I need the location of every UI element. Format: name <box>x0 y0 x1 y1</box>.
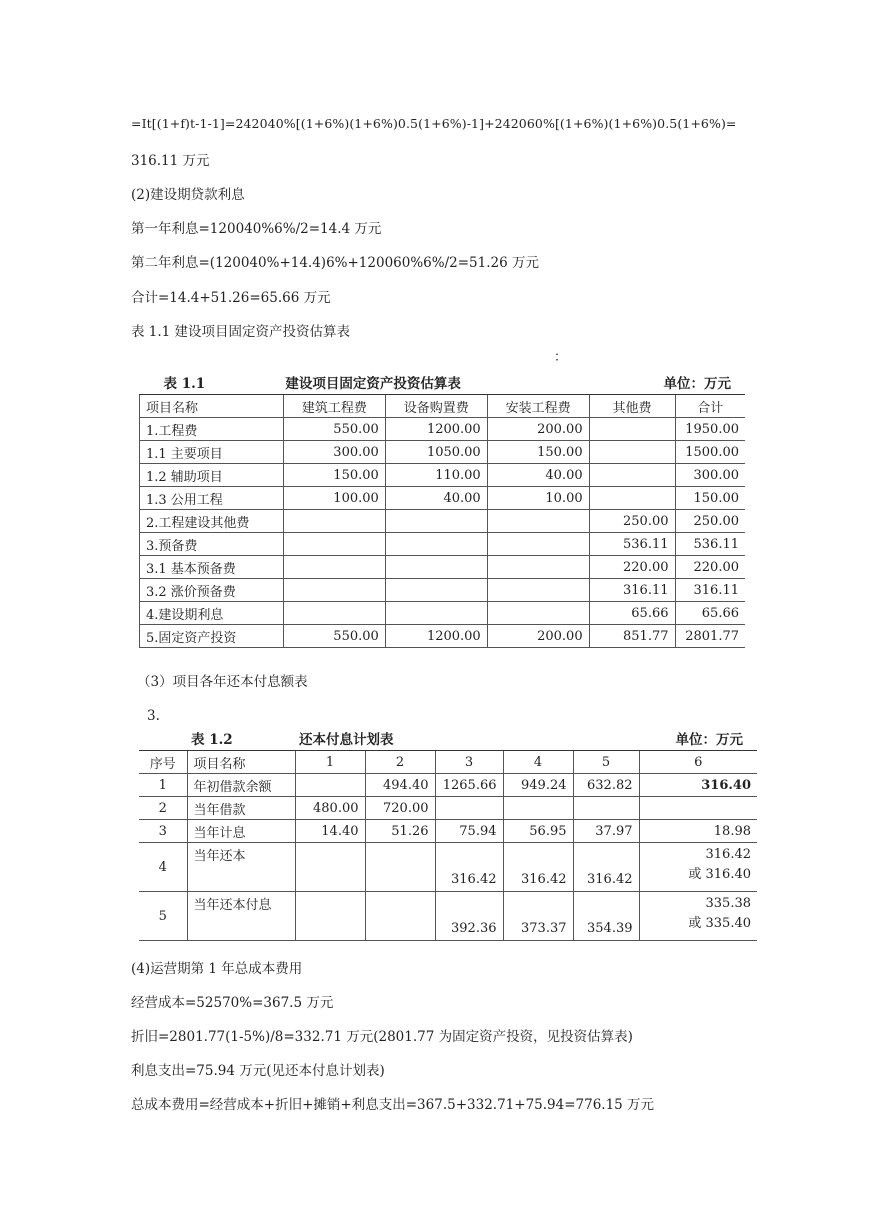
table-cell: 37.97 <box>573 820 639 843</box>
row-label: 当年还本 <box>187 843 295 892</box>
table-number: 表 1.1 <box>140 370 284 395</box>
table-cell <box>385 533 487 556</box>
table-cell <box>487 533 589 556</box>
row-label: 当年还本付息 <box>187 892 295 941</box>
table-cell: 316.11 <box>589 579 675 602</box>
table-cell: 100.00 <box>283 487 385 510</box>
table-cell: 720.00 <box>365 797 435 820</box>
table-cell: 300.00 <box>675 464 745 487</box>
table-cell <box>365 892 435 941</box>
table-cell: 1265.66 <box>435 774 503 797</box>
table-row <box>139 843 757 892</box>
table-cell: 1050.00 <box>385 441 487 464</box>
table-cell: 200.00 <box>487 625 589 648</box>
table-row <box>139 774 757 797</box>
column-header: 5 <box>573 751 639 774</box>
text-line: 合计=14.4+51.26=65.66 万元 <box>131 290 331 306</box>
table-cell <box>487 579 589 602</box>
table-cell <box>385 579 487 602</box>
table-row <box>140 602 746 625</box>
table-cell <box>589 464 675 487</box>
column-header: 2 <box>365 751 435 774</box>
table-cell: 316.11 <box>675 579 745 602</box>
table-cell <box>283 602 385 625</box>
investment-estimate-table <box>139 370 745 648</box>
row-number: 1 <box>139 774 187 797</box>
table-cell: 220.00 <box>589 556 675 579</box>
table-header-row <box>140 370 746 395</box>
table-cell: 250.00 <box>675 510 745 533</box>
table-cell: 14.40 <box>295 820 365 843</box>
table-cell <box>589 418 675 441</box>
row-label: 5.固定资产投资 <box>140 625 284 648</box>
table-header-row <box>139 726 757 751</box>
text-line: 316.11 万元 <box>131 153 210 169</box>
table-cell <box>385 556 487 579</box>
column-header: 3 <box>435 751 503 774</box>
table-cell: 150.00 <box>675 487 745 510</box>
table-cell <box>589 487 675 510</box>
formula-line: =It[(1+f)t-1-1]=242040%[(1+6%)(1+6%)0.5(1+6%)-1]+242060%[(1+6%)(1+6%)0.5(1+6%)= <box>131 116 737 131</box>
table-cell <box>385 510 487 533</box>
table-cell <box>295 774 365 797</box>
table-cell <box>487 556 589 579</box>
table-cell: 56.95 <box>503 820 573 843</box>
table-unit: 单位：万元 <box>573 726 757 751</box>
table-cell: 150.00 <box>283 464 385 487</box>
table-cell: 480.00 <box>295 797 365 820</box>
table-cell: 354.39 <box>573 892 639 941</box>
table-cell <box>639 892 757 941</box>
table-cell: 316.40 <box>639 774 757 797</box>
table-cell: 51.26 <box>365 820 435 843</box>
table-cell: 316.42 <box>503 843 573 892</box>
column-header: 建筑工程费 <box>283 395 385 418</box>
table-number: 表 1.2 <box>139 726 295 751</box>
table-cell: 949.24 <box>503 774 573 797</box>
table-caption: 表 1.1 建设项目固定资产投资估算表 <box>131 324 351 340</box>
table-cell: 1200.00 <box>385 625 487 648</box>
table-cell: 392.36 <box>435 892 503 941</box>
table-row <box>140 418 746 441</box>
table-cell <box>573 797 639 820</box>
column-header: 序号 <box>139 751 187 774</box>
table-cell: 316.42 <box>435 843 503 892</box>
table-cell: 40.00 <box>487 464 589 487</box>
row-number: 4 <box>139 843 187 892</box>
row-label: 3.预备费 <box>140 533 284 556</box>
row-number: 2 <box>139 797 187 820</box>
row-label: 当年借款 <box>187 797 295 820</box>
table-cell: 536.11 <box>675 533 745 556</box>
table-row <box>140 487 746 510</box>
table-cell: 40.00 <box>385 487 487 510</box>
table-cell <box>283 556 385 579</box>
row-label: 1.2 辅助项目 <box>140 464 284 487</box>
table-cell: 632.82 <box>573 774 639 797</box>
table-title: 建设项目固定资产投资估算表 <box>283 370 589 395</box>
table-cell: 75.94 <box>435 820 503 843</box>
table-cell <box>295 843 365 892</box>
table-cell: 65.66 <box>589 602 675 625</box>
row-label: 4.建设期利息 <box>140 602 284 625</box>
table-row <box>140 556 746 579</box>
text-line: 利息支出=75.94 万元(见还本付息计划表) <box>131 1063 385 1079</box>
stray-colon: ： <box>554 350 568 365</box>
table-cell: 150.00 <box>487 441 589 464</box>
cell-alt-value: 或 316.40 <box>688 867 751 882</box>
row-label: 年初借款余额 <box>187 774 295 797</box>
table-cell <box>283 533 385 556</box>
table-cell <box>487 510 589 533</box>
cell-alt-value: 或 335.40 <box>688 916 751 931</box>
table-cell: 373.37 <box>503 892 573 941</box>
column-header: 6 <box>639 751 757 774</box>
table-cell: 250.00 <box>589 510 675 533</box>
table-cell: 550.00 <box>283 418 385 441</box>
table-row <box>140 441 746 464</box>
table-cell <box>385 602 487 625</box>
table-cell <box>295 892 365 941</box>
table-row <box>139 797 757 820</box>
section-heading: (2)建设期贷款利息 <box>131 187 245 203</box>
table-cell <box>283 579 385 602</box>
table-row <box>140 625 746 648</box>
table-cell: 300.00 <box>283 441 385 464</box>
table-cell: 1950.00 <box>675 418 745 441</box>
table-cell: 10.00 <box>487 487 589 510</box>
row-label: 当年计息 <box>187 820 295 843</box>
column-headers <box>140 395 746 418</box>
table-row <box>140 510 746 533</box>
table-cell <box>365 843 435 892</box>
text-line: 第二年利息=(120040%+14.4)6%+120060%6%/2=51.26 万元 <box>131 255 539 271</box>
text-line: 3. <box>147 708 160 724</box>
table-cell <box>639 843 757 892</box>
table-cell: 494.40 <box>365 774 435 797</box>
table-cell <box>435 797 503 820</box>
text-line: 第一年利息=120040%6%/2=14.4 万元 <box>131 221 382 237</box>
table-row <box>139 892 757 941</box>
row-label: 1.1 主要项目 <box>140 441 284 464</box>
column-header: 项目名称 <box>140 395 284 418</box>
row-label: 3.2 涨价预备费 <box>140 579 284 602</box>
table-row <box>140 533 746 556</box>
table-cell: 65.66 <box>675 602 745 625</box>
column-headers <box>139 751 757 774</box>
table-cell: 200.00 <box>487 418 589 441</box>
table-cell: 1200.00 <box>385 418 487 441</box>
table-cell: 2801.77 <box>675 625 745 648</box>
table-cell: 550.00 <box>283 625 385 648</box>
table-cell <box>503 797 573 820</box>
table-cell <box>639 797 757 820</box>
column-header: 1 <box>295 751 365 774</box>
text-line: 经营成本=52570%=367.5 万元 <box>131 995 334 1011</box>
text-line: 总成本费用=经营成本+折旧+摊销+利息支出=367.5+332.71+75.94=776.15 万元 <box>131 1097 655 1113</box>
table-cell: 110.00 <box>385 464 487 487</box>
table-cell: 536.11 <box>589 533 675 556</box>
column-header: 其他费 <box>589 395 675 418</box>
column-header: 项目名称 <box>187 751 295 774</box>
section-heading: (4)运营期第 1 年总成本费用 <box>131 961 303 977</box>
table-cell: 1500.00 <box>675 441 745 464</box>
table-cell: 220.00 <box>675 556 745 579</box>
cell-value: 335.38 <box>705 896 751 911</box>
section-heading: （3）项目各年还本付息额表 <box>137 674 308 690</box>
table-cell <box>487 602 589 625</box>
table-row <box>140 464 746 487</box>
table-cell: 316.42 <box>573 843 639 892</box>
column-header: 设备购置费 <box>385 395 487 418</box>
row-label: 2.工程建设其他费 <box>140 510 284 533</box>
table-row <box>140 579 746 602</box>
cell-value: 316.42 <box>705 847 751 862</box>
row-label: 1.工程费 <box>140 418 284 441</box>
table-title: 还本付息计划表 <box>295 726 573 751</box>
row-label: 3.1 基本预备费 <box>140 556 284 579</box>
table-row <box>139 820 757 843</box>
row-label: 1.3 公用工程 <box>140 487 284 510</box>
column-header: 安装工程费 <box>487 395 589 418</box>
table-cell: 18.98 <box>639 820 757 843</box>
column-header: 合计 <box>675 395 745 418</box>
row-number: 3 <box>139 820 187 843</box>
repayment-schedule-table <box>139 726 757 941</box>
table-cell <box>283 510 385 533</box>
table-cell: 851.77 <box>589 625 675 648</box>
table-unit: 单位：万元 <box>589 370 745 395</box>
table-cell <box>589 441 675 464</box>
column-header: 4 <box>503 751 573 774</box>
row-number: 5 <box>139 892 187 941</box>
text-line: 折旧=2801.77(1-5%)/8=332.71 万元(2801.77 为固定资产投资，见投资估算表) <box>131 1029 633 1045</box>
